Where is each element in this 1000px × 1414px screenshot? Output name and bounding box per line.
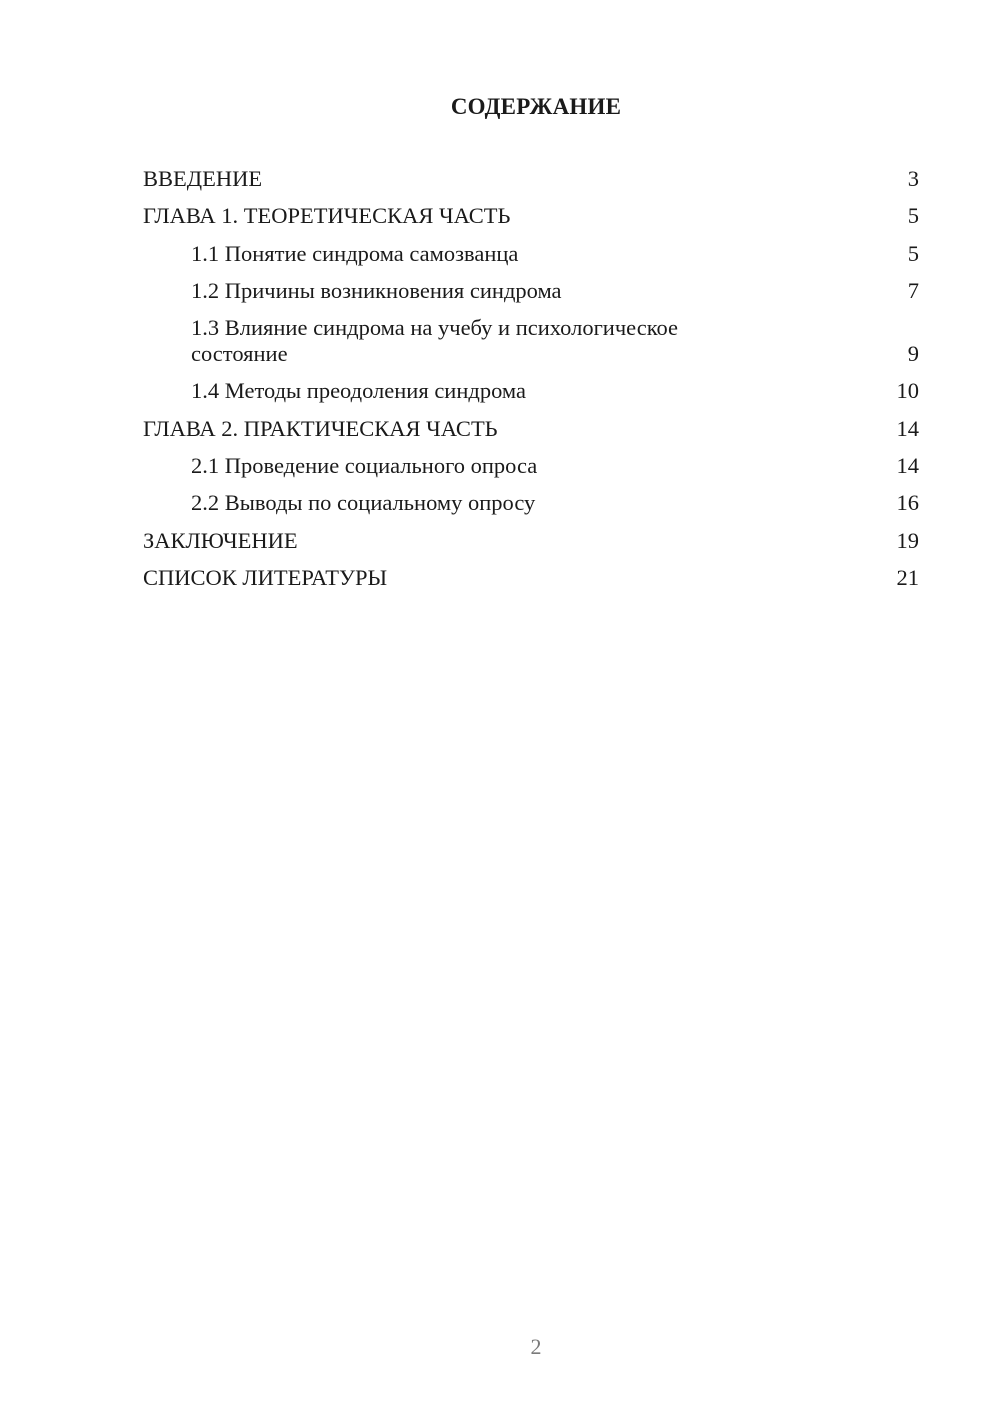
toc-entry-references[interactable] — [143, 565, 919, 591]
toc-entry-page: 21 — [896, 564, 919, 590]
toc-entry-section-1-4[interactable] — [143, 378, 919, 404]
toc-entry-page: 16 — [896, 490, 919, 516]
toc-entry-label: 1.2 Причины возникновения синдрома — [191, 277, 562, 303]
toc-heading: СОДЕРЖАНИЕ — [450, 94, 622, 119]
toc-entry-page: 9 — [907, 341, 919, 367]
toc-entry-section-1-2[interactable] — [143, 278, 919, 304]
toc-entry-page: 3 — [907, 166, 919, 191]
toc-entry-page: 5 — [907, 240, 919, 266]
toc-entry-label: 2.1 Проведение социального опроса — [191, 453, 538, 479]
toc-entry-conclusion[interactable] — [143, 528, 919, 554]
toc-entry-introduction[interactable] — [143, 166, 919, 192]
toc-entry-page: 14 — [896, 453, 919, 479]
toc-entry-label: ЗАКЛЮЧЕНИЕ — [143, 527, 298, 553]
toc-entry-label: 1.1 Понятие синдрома самозванца — [191, 240, 519, 266]
toc-entry-label: ГЛАВА 1. ТЕОРЕТИЧЕСКАЯ ЧАСТЬ — [143, 203, 511, 229]
toc-entry-page: 7 — [907, 277, 919, 303]
toc-entry-label: 1.3 Влияние синдрома на учебу и психологическое состояние — [191, 315, 679, 367]
table-of-contents — [143, 166, 919, 602]
toc-entry-page: 19 — [896, 527, 919, 553]
toc-entry-page: 14 — [896, 415, 919, 441]
toc-entry-label: ГЛАВА 2. ПРАКТИЧЕСКАЯ ЧАСТЬ — [143, 415, 498, 441]
toc-entry-label: 2.2 Выводы по социальному опросу — [191, 490, 536, 516]
toc-entry-section-2-1[interactable] — [143, 453, 919, 479]
toc-entry-page: 10 — [896, 378, 919, 404]
toc-entry-section-1-1[interactable] — [143, 241, 919, 267]
toc-entry-label: ВВЕДЕНИЕ — [143, 166, 263, 191]
toc-entry-section-1-3[interactable] — [143, 315, 919, 367]
toc-entry-page: 5 — [907, 203, 919, 229]
page-number: 2 — [530, 1334, 542, 1359]
toc-entry-section-2-2[interactable] — [143, 490, 919, 516]
toc-entry-chapter-2[interactable] — [143, 416, 919, 442]
toc-entry-label: 1.4 Методы преодоления синдрома — [191, 378, 526, 404]
toc-entry-label: СПИСОК ЛИТЕРАТУРЫ — [143, 564, 388, 590]
toc-entry-chapter-1[interactable] — [143, 203, 919, 229]
